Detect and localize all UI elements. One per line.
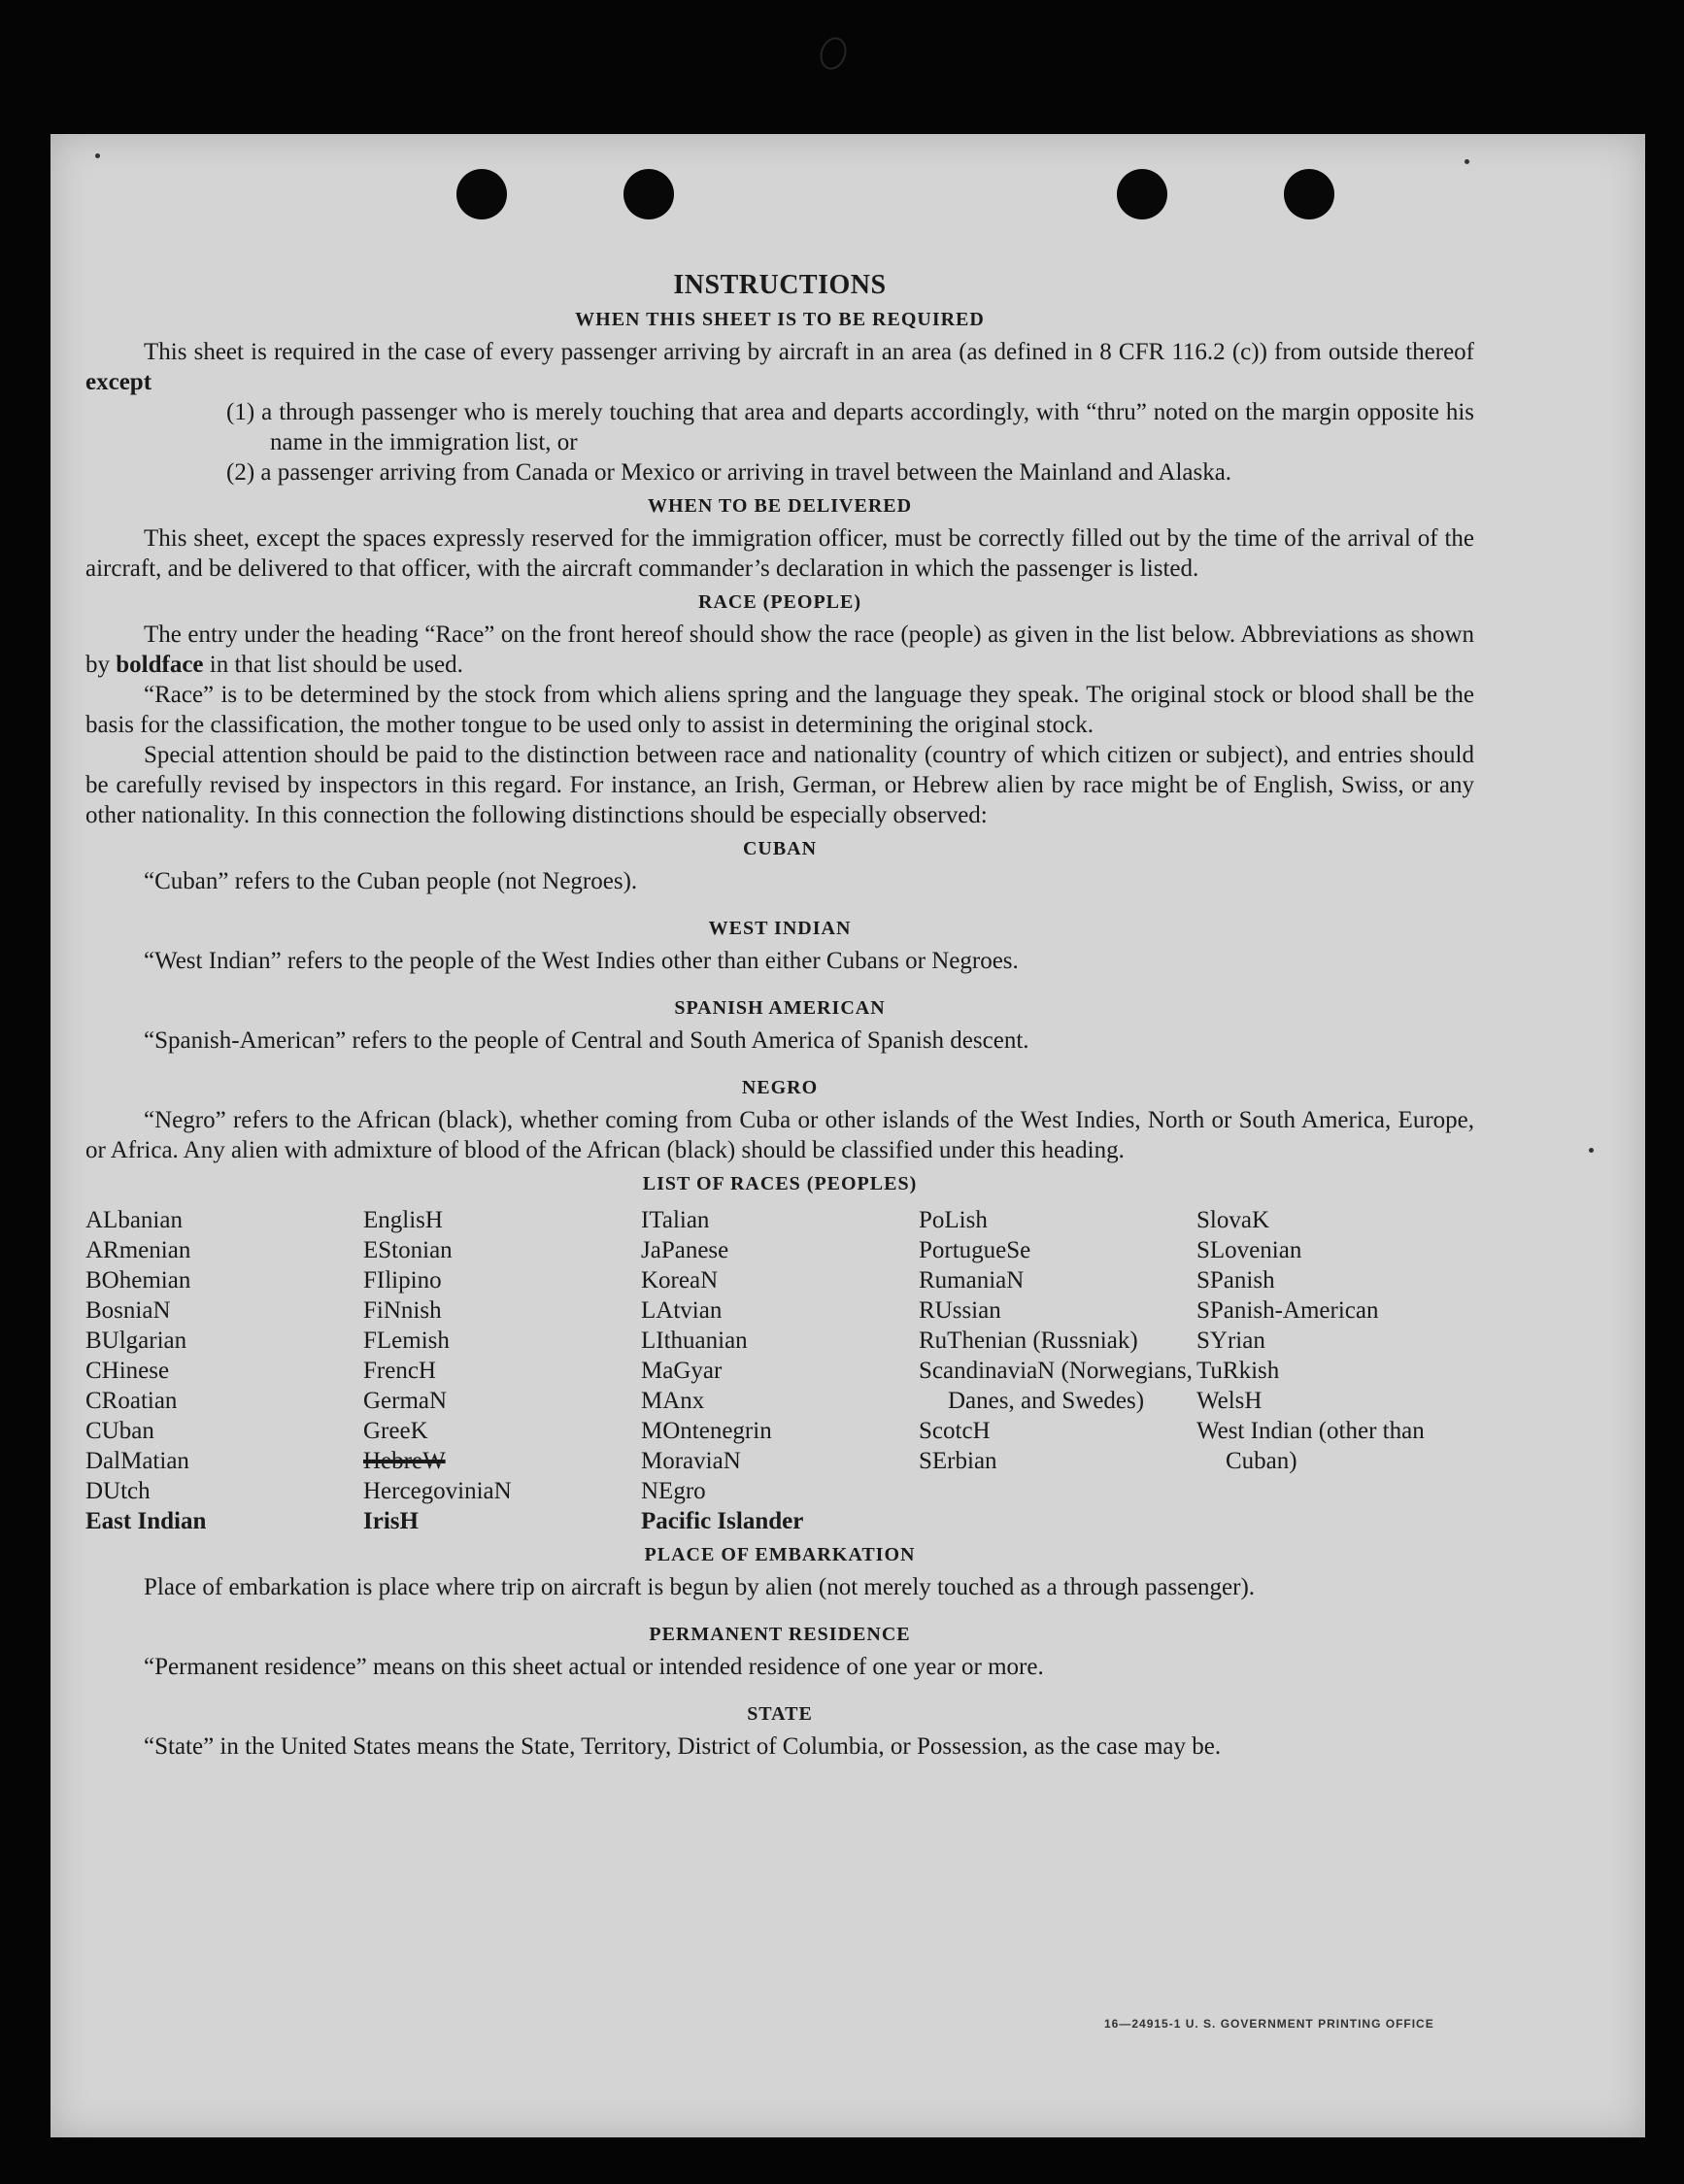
heading-embarkation: PLACE OF EMBARKATION xyxy=(644,1544,916,1565)
required-item-1: (1) a through passenger who is merely touching that area and departs accordingly, with “thru” noted on the margin opposite his name in the immigration list, or xyxy=(226,399,1474,455)
race-entry: West Indian (other than Cuban) xyxy=(1196,1418,1425,1474)
race-entry-struck: HebreW xyxy=(363,1448,446,1474)
race-entry: TuRkish xyxy=(1196,1358,1280,1384)
heading-list-of-races: LIST OF RACES (PEOPLES) xyxy=(642,1173,918,1194)
race-entry: NEgro xyxy=(641,1478,706,1504)
heading-negro: NEGRO xyxy=(741,1077,819,1098)
race-column xyxy=(85,1205,363,1536)
speck xyxy=(1465,159,1469,164)
race-column xyxy=(1196,1205,1474,1536)
spanish-american-text: “Spanish-American” refers to the people of Central and South America of Spanish descent. xyxy=(144,1027,1029,1054)
heading-required: WHEN THIS SHEET IS TO BE REQUIRED xyxy=(575,309,985,330)
speck xyxy=(1589,1148,1594,1153)
race-entry: ARmenian xyxy=(85,1237,191,1263)
race-entry: FrencH xyxy=(363,1358,436,1384)
race-entry: JaPanese xyxy=(641,1237,729,1263)
race-entry: SLovenian xyxy=(1196,1237,1302,1263)
heading-cuban: CUBAN xyxy=(742,838,818,859)
race-column xyxy=(641,1205,919,1536)
west-indian-text: “West Indian” refers to the people of the West Indies other than either Cubans or Negroes. xyxy=(144,948,1019,974)
punch-hole xyxy=(1284,169,1334,219)
race-entry: EStonian xyxy=(363,1237,453,1263)
race-entry: PoLish xyxy=(919,1207,988,1233)
cuban-text: “Cuban” refers to the Cuban people (not Negroes). xyxy=(144,868,638,894)
page-title: INSTRUCTIONS xyxy=(673,270,887,300)
race-list xyxy=(85,1205,1474,1536)
race-entry: GreeK xyxy=(363,1418,428,1444)
race-entry: FiNnish xyxy=(363,1297,442,1324)
race-entry: SlovaK xyxy=(1196,1207,1269,1233)
race-entry: ALbanian xyxy=(85,1207,183,1233)
race-entry: MaGyar xyxy=(641,1358,723,1384)
race-entry: CUban xyxy=(85,1418,154,1444)
race-entry: LAtvian xyxy=(641,1297,723,1324)
race-entry: Pacific Islander xyxy=(641,1508,804,1534)
delivered-text: This sheet, except the spaces expressly reserved for the immigration officer, must be correctly filled out by the time of the arrival of the aircraft, and be delivered to that officer, with the aircraft commander’s declaration in which the passenger is listed. xyxy=(85,525,1474,582)
race-paragraph-2: “Race” is to be determined by the stock from which aliens spring and the language they speak. The original stock or blood shall be the basis for the classification, the mother tongue to be used only to assist in determining the original stock. xyxy=(85,682,1474,738)
race-entry: MAnx xyxy=(641,1388,705,1414)
race-entry: FLemish xyxy=(363,1327,450,1354)
race-entry: RUssian xyxy=(919,1297,1001,1324)
race-paragraph-3: Special attention should be paid to the distinction between race and nationality (country of which citizen or subject), and entries should be carefully revised by inspectors in this regard. For instance, an Irish, German, or Hebrew alien by race might be of English, Swiss, or any other nationality. In this connection the following distinctions should be especially observed: xyxy=(85,742,1474,828)
race-column xyxy=(363,1205,641,1536)
race-entry: WelsH xyxy=(1196,1388,1263,1414)
state-text: “State” in the United States means the State, Territory, District of Columbia, or Possession, as the case may be. xyxy=(144,1733,1222,1760)
race-entry: DalMatian xyxy=(85,1448,189,1474)
speck xyxy=(95,153,100,158)
race-entry: BUlgarian xyxy=(85,1327,187,1354)
heading-state: STATE xyxy=(747,1703,813,1725)
embarkation-text: Place of embarkation is place where trip on aircraft is begun by alien (not merely touched as a through passenger). xyxy=(144,1574,1256,1600)
race-entry: EnglisH xyxy=(363,1207,443,1233)
race-entry: ScotcH xyxy=(919,1418,991,1444)
race-entry: ScandinaviaN (Norwegians, Danes, and Swedes) xyxy=(919,1358,1193,1414)
race-entry: BOhemian xyxy=(85,1267,191,1294)
race-entry: SErbian xyxy=(919,1448,997,1474)
race-entry: LIthuanian xyxy=(641,1327,748,1354)
race-entry: KoreaN xyxy=(641,1267,719,1294)
punch-hole xyxy=(623,169,674,219)
race-entry: MOntenegrin xyxy=(641,1418,772,1444)
race-entry: HercegoviniaN xyxy=(363,1478,512,1504)
instruction-sheet xyxy=(51,134,1645,2137)
heading-permanent-residence: PERMANENT RESIDENCE xyxy=(649,1624,911,1645)
race-entry: SPanish-American xyxy=(1196,1297,1379,1324)
heading-delivered: WHEN TO BE DELIVERED xyxy=(647,495,913,517)
race-paragraph-1: The entry under the heading “Race” on the front hereof should show the race (people) as given in the list below. Abbreviations as shown by boldface in that list should be used. xyxy=(85,622,1474,678)
required-item-2: (2) a passenger arriving from Canada or Mexico or arriving in travel between the Mainland and Alaska. xyxy=(226,459,1232,486)
printing-office-code: 16—24915-1 U. S. GOVERNMENT PRINTING OFFICE xyxy=(1104,2017,1434,2031)
residence-text: “Permanent residence” means on this sheet actual or intended residence of one year or more. xyxy=(144,1654,1044,1680)
heading-spanish-american: SPANISH AMERICAN xyxy=(674,997,886,1019)
race-entry: CRoatian xyxy=(85,1388,178,1414)
race-entry: CHinese xyxy=(85,1358,170,1384)
race-entry: RumaniaN xyxy=(919,1267,1025,1294)
race-entry: BosniaN xyxy=(85,1297,171,1324)
punch-hole xyxy=(1117,169,1167,219)
race-column xyxy=(919,1205,1196,1536)
document-body xyxy=(85,270,1474,1762)
required-intro: This sheet is required in the case of every passenger arriving by aircraft in an area (as defined in 8 CFR 116.2 (c)) from outside thereof except xyxy=(85,339,1474,395)
race-entry: East Indian xyxy=(85,1508,207,1534)
heading-race: RACE (PEOPLE) xyxy=(698,591,861,613)
race-entry: PortugueSe xyxy=(919,1237,1031,1263)
negro-text: “Negro” refers to the African (black), whether coming from Cuba or other islands of the West Indies, North or South America, Europe, or Africa. Any alien with admixture of blood of the African (black) should be classified under this heading. xyxy=(85,1107,1474,1163)
race-entry: FIlipino xyxy=(363,1267,442,1294)
race-entry: SYrian xyxy=(1196,1327,1265,1354)
race-entry: ITalian xyxy=(641,1207,710,1233)
punch-hole xyxy=(456,169,507,219)
race-entry: IrisH xyxy=(363,1508,419,1534)
race-entry: MoraviaN xyxy=(641,1448,741,1474)
race-entry: GermaN xyxy=(363,1388,448,1414)
race-entry: DUtch xyxy=(85,1478,151,1504)
race-entry: RuThenian (Russniak) xyxy=(919,1327,1138,1354)
corner-pencil-mark xyxy=(816,34,851,74)
race-entry: SPanish xyxy=(1196,1267,1275,1294)
heading-west-indian: WEST INDIAN xyxy=(708,918,852,939)
